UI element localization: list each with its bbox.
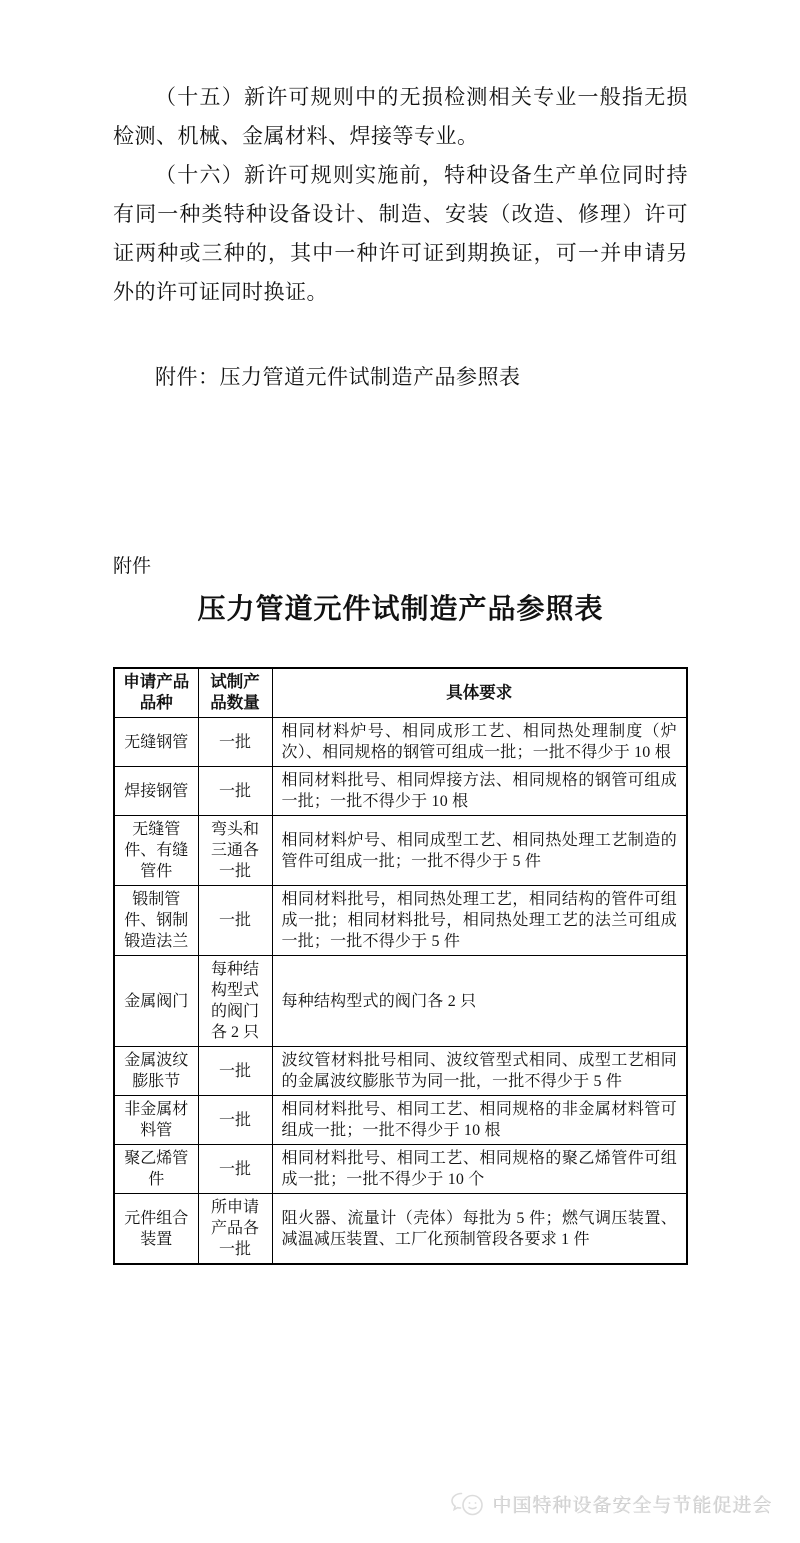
paragraph-15: （十五）新许可规则中的无损检测相关专业一般指无损检测、机械、金属材料、焊接等专业。: [113, 85, 688, 148]
category-cell: 无缝管件、有缝管件: [114, 816, 198, 886]
category-cell: 聚乙烯管件: [114, 1145, 198, 1194]
table-row: [114, 1145, 687, 1194]
header-cell-requirement: 具体要求: [272, 668, 687, 718]
table-row: [114, 1047, 687, 1096]
wechat-icon: [449, 1490, 485, 1517]
header-cell-quantity: 试制产品数量: [198, 668, 272, 718]
quantity-cell: 一批: [198, 1096, 272, 1145]
table-row: [114, 956, 687, 1047]
header-cell-category: 申请产品品种: [114, 668, 198, 718]
requirement-cell: 相同材料批号、相同焊接方法、相同规格的钢管可组成一批；一批不得少于 10 根: [272, 767, 687, 816]
quantity-cell: 一批: [198, 886, 272, 956]
quantity-cell: 每种结构型式的阀门各 2 只: [198, 956, 272, 1047]
requirement-cell: 相同材料炉号、相同成型工艺、相同热处理工艺制造的管件可组成一批；一批不得少于 5 件: [272, 816, 687, 886]
quantity-cell: 一批: [198, 718, 272, 767]
requirement-cell: 阻火器、流量计（壳体）每批为 5 件；燃气调压装置、减温减压装置、工厂化预制管段各要求 1 件: [272, 1194, 687, 1265]
table-row: [114, 816, 687, 886]
requirement-cell: 相同材料炉号、相同成形工艺、相同热处理制度（炉次）、相同规格的钢管可组成一批；一批不得少于 10 根: [272, 718, 687, 767]
table-row: [114, 1194, 687, 1265]
attachment-label: 附件: [113, 556, 152, 577]
category-cell: 非金属材料管: [114, 1096, 198, 1145]
category-cell: 锻制管件、钢制锻造法兰: [114, 886, 198, 956]
requirement-cell: 每种结构型式的阀门各 2 只: [272, 956, 687, 1047]
table-row: [114, 886, 687, 956]
category-cell: 焊接钢管: [114, 767, 198, 816]
category-cell: 金属波纹膨胀节: [114, 1047, 198, 1096]
paragraph-16: （十六）新许可规则实施前，特种设备生产单位同时持有同一种类特种设备设计、制造、安装（改造、修理）许可证两种或三种的，其中一种许可证到期换证，可一并申请另外的许可证同时换证。: [113, 163, 688, 304]
category-cell: 无缝钢管: [114, 718, 198, 767]
requirement-cell: 相同材料批号、相同工艺、相同规格的非金属材料管可组成一批；一批不得少于 10 根: [272, 1096, 687, 1145]
quantity-cell: 所申请产品各一批: [198, 1194, 272, 1265]
attachment-reference-line: 附件：压力管道元件试制造产品参照表: [155, 365, 521, 389]
footer-watermark: [449, 1490, 772, 1517]
table-row: [114, 718, 687, 767]
table-header-row: [114, 668, 687, 718]
quantity-cell: 一批: [198, 767, 272, 816]
document-title: 压力管道元件试制造产品参照表: [197, 594, 604, 625]
quantity-cell: 一批: [198, 1047, 272, 1096]
quantity-cell: 弯头和三通各一批: [198, 816, 272, 886]
requirement-cell: 波纹管材料批号相同、波纹管型式相同、成型工艺相同的金属波纹膨胀节为同一批，一批不得少于 5 件: [272, 1047, 687, 1096]
quantity-cell: 一批: [198, 1145, 272, 1194]
watermark-text: 中国特种设备安全与节能促进会: [491, 1495, 772, 1516]
category-cell: 金属阀门: [114, 956, 198, 1047]
products-reference-table: [113, 667, 688, 1265]
table-row: [114, 767, 687, 816]
category-cell: 元件组合装置: [114, 1194, 198, 1265]
requirement-cell: 相同材料批号、相同工艺、相同规格的聚乙烯管件可组成一批；一批不得少于 10 个: [272, 1145, 687, 1194]
table-row: [114, 1096, 687, 1145]
requirement-cell: 相同材料批号，相同热处理工艺，相同结构的管件可组成一批；相同材料批号，相同热处理工艺的法兰可组成一批；一批不得少于 5 件: [272, 886, 687, 956]
